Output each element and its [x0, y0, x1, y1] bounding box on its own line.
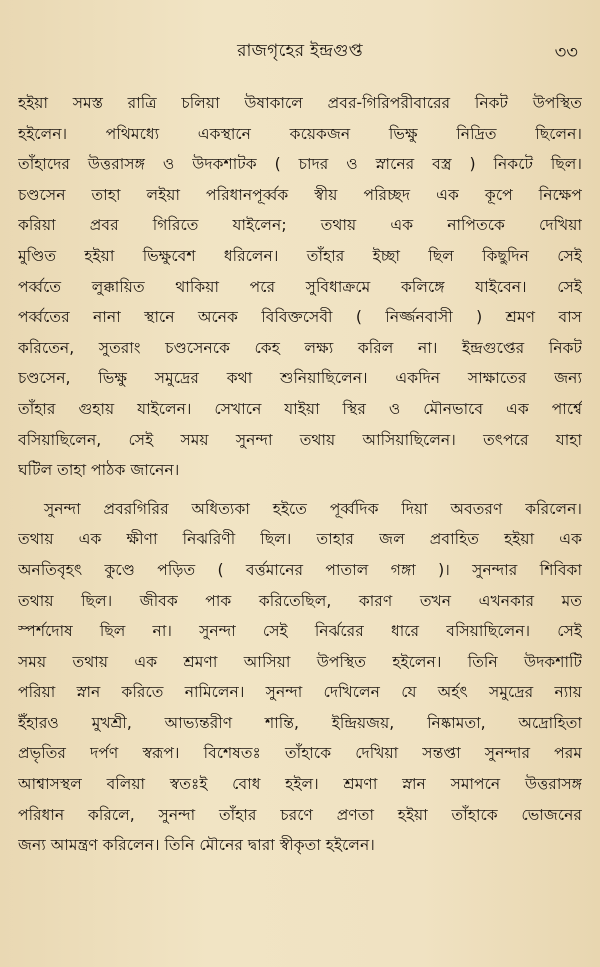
text-line: তাঁহাদের উত্তরাসঙ্গ ও উদকশাটক ( চাদর ও স্নানের বস্ত্র ) নিকটে ছিল।	[18, 155, 582, 174]
text-line: স্পর্শদোষ ছিল না। সুনন্দা সেই নির্ঝরের ধারে বসিয়াছিলেন। সেই	[18, 622, 582, 641]
page-number: ৩৩	[554, 42, 578, 63]
text-line: পরিয়া স্নান করিতে নামিলেন। সুনন্দা দেখিলেন যে অর্হৎ সমুদ্রের ন্যায়	[18, 683, 582, 702]
text-line: করিতেন, সুতরাং চণ্ডসেনকে কেহ লক্ষ্য করিল না। ইন্দ্রগুপ্তের নিকট	[18, 338, 582, 357]
text-line: চণ্ডসেন তাহা লইয়া পরিধানপূর্ব্বক স্বীয় পরিচ্ছদ এক কূপে নিক্ষেপ	[18, 185, 582, 204]
text-line: হইয়া সমস্ত রাত্রি চলিয়া উষাকালে প্রবর-গিরিপরীবারের নিকট উপস্থিত	[18, 94, 582, 112]
text-line: পর্ব্বতের নানা স্থানে অনেক বিবিক্তসেবী ( নির্জ্জনবাসী ) শ্রমণ বাস	[18, 308, 582, 327]
text-line: অনতিবৃহৎ কুণ্ডে পড়িত ( বর্ত্তমানের পাতাল গঙ্গা )। সুনন্দার শিবিকা	[18, 560, 582, 579]
text-line: তথায় ছিল। জীবক পাক করিতেছিল, কারণ তখন এখনকার মত	[18, 591, 582, 610]
text-line: পরিধান করিলে, সুনন্দা তাঁহার চরণে প্রণতা হইয়া তাঁহাকে ভোজনের	[18, 805, 582, 824]
text-line: সময় তথায় এক শ্রমণা আসিয়া উপস্থিত হইলেন। তিনি উদকশাটি	[18, 652, 582, 671]
text-line: প্রভৃতির দর্পণ স্বরূপ। বিশেষতঃ তাঁহাকে দেখিয়া সন্তপ্তা সুনন্দার পরম	[18, 744, 582, 763]
text-line: জন্য আমন্ত্রণ করিলেন। তিনি মৌনের দ্বারা স্বীকৃতা হইলেন।	[18, 836, 375, 855]
text-line: আশ্বাসস্থল বলিয়া স্বতঃই বোধ হইল। শ্রমণা স্নান সমাপনে উত্তরাসঙ্গ	[18, 775, 582, 794]
paragraph-gap	[18, 486, 582, 494]
running-title: রাজগৃহের ইন্দ্রগুপ্ত	[237, 41, 363, 61]
text-line: হইলেন। পথিমধ্যে একস্থানে কয়েকজন ভিক্ষু নিদ্রিত ছিলেন।	[18, 124, 582, 143]
text-line: ঘটিল তাহা পাঠক জানেন।	[18, 461, 180, 480]
paragraph-2	[18, 494, 582, 861]
text-line: মুণ্ডিত হইয়া ভিক্ষুবেশ ধরিলেন। তাঁহার ইচ্ছা ছিল কিছুদিন সেই	[18, 246, 582, 265]
running-head	[0, 38, 600, 68]
text-line: তাঁহার গুহায় যাইলেন। সেখানে যাইয়া স্থির ও মৌনভাবে এক পার্শ্বে	[18, 399, 582, 418]
text-line: ইঁহারও মুখশ্রী, আভ্যন্তরীণ শান্তি, ইন্দ্রিয়জয়, নিষ্কামতা, অদ্রোহিতা	[18, 713, 582, 732]
text-line: চণ্ডসেন, ভিক্ষু সমুদ্রের কথা শুনিয়াছিলেন। একদিন সাক্ষাতের জন্য	[18, 369, 582, 388]
text-line: সুনন্দা প্রবরগিরির অধিত্যকা হইতে পূর্ব্বদিক দিয়া অবতরণ করিলেন।	[44, 499, 582, 518]
paragraph-1	[18, 88, 582, 486]
body-text	[18, 88, 582, 861]
text-line: তথায় এক ক্ষীণা নিঝরিণী ছিল। তাহার জল প্রবাহিত হইয়া এক	[18, 530, 582, 549]
text-line: করিয়া প্রবর গিরিতে যাইলেন; তথায় এক নাপিতকে দেখিয়া	[18, 216, 582, 235]
text-line: পর্ব্বতে লুক্কায়িত থাকিয়া পরে সুবিধাক্রমে কলিঙ্গে যাইবেন। সেই	[18, 277, 582, 296]
text-line: বসিয়াছিলেন, সেই সময় সুনন্দা তথায় আসিয়াছিলেন। তৎপরে যাহা	[18, 430, 582, 449]
